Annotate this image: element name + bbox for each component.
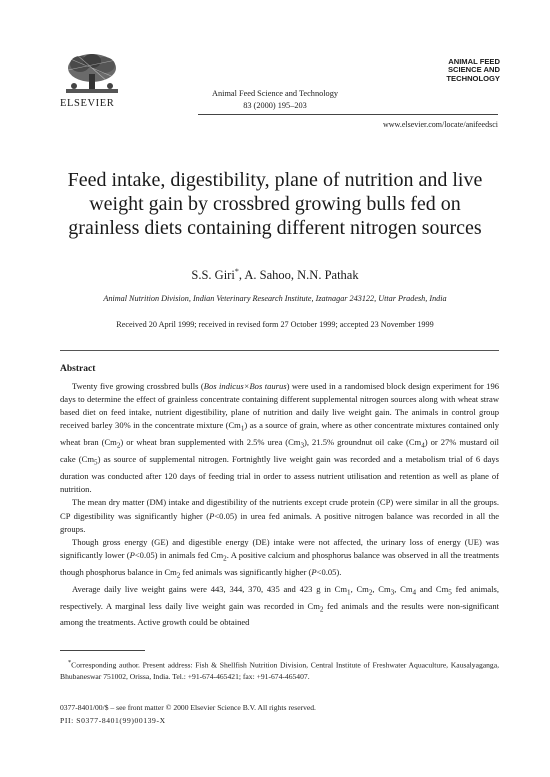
abstract-paragraph: Average daily live weight gains were 443, 344, 370, 435 and 423 g in $Cm_1$, $Cm_2$, $Cm_3$, $Cm_4$ and $Cm_5$ fed animals, respectively. A marginal less daily live weight gain was recorded in $Cm_2$ fed animals and the results were non-significant among the treatments. Active growth could be obtained (60, 583, 500, 628)
journal-name: Animal Feed Science and Technology (212, 89, 338, 98)
footnote-mark: * (68, 659, 72, 666)
article-dates: Received 20 April 1999; received in revised form 27 October 1999; accepted 23 November 1999 (116, 320, 434, 329)
footnote-rule (60, 650, 145, 651)
abstract-heading: Abstract (60, 364, 96, 374)
header-rule (198, 114, 498, 115)
abstract-body (60, 380, 499, 630)
author-list (0, 267, 550, 283)
footnote (60, 657, 499, 683)
author-name[interactable]: S.S. Giri (191, 268, 235, 283)
affiliation: Animal Nutrition Division, Indian Veterinary Research Institute, Izatnagar 243122, Uttar Pradesh, India (103, 294, 447, 303)
footnote-text: Corresponding author. Present address: Fish & Shellfish Nutrition Division, Central Institute of Freshwater Aquaculture, Kausalyaganga, Bhubaneswar 751002, Orissa, India. Tel.: +91-674-465421; fax: +91-674-465407. (60, 660, 499, 682)
author-names-rest: , A. Sahoo, N.N. Pathak (238, 268, 359, 283)
publisher-name: ELSEVIER (60, 98, 115, 109)
journal-url-link[interactable]: www.elsevier.com/locate/anifeedsci (383, 120, 498, 129)
article-title: Feed intake, digestibility, plane of nutrition and live weight gain by crossbred growing bulls fed on grainless diets containing different nitrogen sources (67, 169, 483, 239)
journal-brand (410, 58, 500, 83)
abstract-paragraph: Twenty five growing crossbred bulls (Bos indicus×Bos taurus) were used in a randomised block design experiment for 196 days to determine the effect of grainless concentrate containing different supplemental nitrogen sources along with wheat straw based diet on feed intake, nutrient digestibility, plane of nutrition and daily live weight gain. The animals in control group received barley 30% in the concentrate mixture $(Cm_1)$ as a source of grain, where as other concentrate mixtures contained only wheat bran $(Cm_2)$ or wheat bran supplemented with 2.5% urea $(Cm_3)$, 21.5% groundnut oil cake $(Cm_4)$ or 27% mustard oil cake $(Cm_5)$ as source of supplemental nitrogen. Fortnightly live weight gain was recorded and a metabolism trial of 6 days duration was conducted after 120 days of feeding trial in order to assess nutrient utilisation and retention as well as plane of nutrition. (60, 381, 500, 495)
abstract-paragraph: The mean dry matter (DM) intake and digestibility of the nutrients except crude protein (CP) were similar in all the groups. CP digestibility was significantly higher (P<0.05) in urea fed animals. A positive nitrogen balance was recorded in all the groups. (60, 497, 500, 534)
pii-line: PII: S0377-8401(99)00139-X (60, 716, 166, 725)
corresponding-author-mark[interactable]: * (234, 267, 239, 276)
journal-brand-line: SCIENCE AND (447, 65, 500, 75)
title-rule (60, 350, 499, 351)
journal-brand-line: TECHNOLOGY (446, 73, 500, 83)
copyright-line: 0377-8401/00/$ – see front matter © 2000 Elsevier Science B.V. All rights reserved. (60, 703, 316, 712)
journal-brand-line: ANIMAL FEED (448, 57, 500, 66)
abstract-paragraph: Though gross energy (GE) and digestible energy (DE) intake were not affected, the urinary loss of energy (UE) was significantly lower (P<0.05) in animals fed $Cm_2$. A positive calcium and phosphorus balance was observed in all the treatments though phosphorus balance in $Cm_2$ fed animals was significantly higher (P<0.05). (60, 536, 499, 580)
journal-volume: 83 (2000) 195–203 (243, 101, 307, 110)
